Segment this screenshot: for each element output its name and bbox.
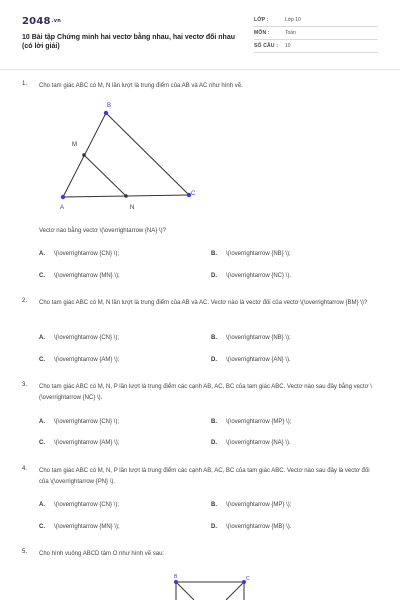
option-d[interactable]	[211, 273, 291, 279]
question-number: 1.	[22, 81, 28, 87]
meta-info-table	[254, 14, 378, 53]
option-letter: D.	[211, 273, 217, 279]
option-text: \(\overrightarrow {NC} \).	[226, 273, 292, 279]
point-b	[104, 111, 108, 115]
meta-label-subject: MÔN :	[254, 30, 270, 36]
option-letter: B.	[211, 502, 217, 508]
option-d[interactable]	[211, 524, 291, 530]
option-letter: C.	[39, 440, 45, 446]
diagonal-bd	[176, 582, 194, 600]
option-letter: A.	[39, 419, 45, 425]
logo-suffix: .vn	[51, 18, 61, 24]
option-b[interactable]	[211, 251, 291, 257]
document-header	[22, 14, 378, 60]
option-text: \(\overrightarrow {MN} \);	[54, 273, 120, 279]
point-a	[61, 195, 65, 199]
point-b	[174, 580, 178, 584]
meta-row-subject	[254, 27, 378, 40]
site-logo[interactable]	[22, 16, 61, 27]
option-d[interactable]	[211, 357, 291, 363]
option-letter: C.	[39, 357, 45, 363]
option-text: \(\overrightarrow {AM} \);	[54, 357, 120, 363]
triangle-abc-figure	[50, 99, 210, 219]
option-b[interactable]	[211, 335, 291, 341]
option-text: \(\overrightarrow {NB} \);	[226, 251, 291, 257]
option-letter: D.	[211, 357, 217, 363]
option-text: \(\overrightarrow {NB} \);	[226, 335, 291, 341]
option-letter: A.	[39, 251, 45, 257]
question-number: 5.	[22, 549, 28, 555]
meta-value-class: Lớp 10	[285, 17, 301, 23]
question-3	[22, 382, 378, 406]
option-letter: A.	[39, 502, 45, 508]
option-text: \(\overrightarrow {MB} \).	[226, 524, 292, 530]
question-5	[22, 549, 378, 561]
option-text: \(\overrightarrow {CN} \);	[54, 419, 120, 425]
meta-row-count	[254, 40, 378, 53]
meta-value-subject: Toán	[285, 30, 296, 36]
logo-text: 2048	[22, 16, 51, 27]
header-divider	[0, 69, 400, 70]
meta-value-count: 10	[285, 43, 291, 49]
document-title: 10 Bài tập Chứng minh hai vectơ bằng nhau, hai vectơ đối nhau (có lời giải)	[22, 34, 235, 50]
option-a[interactable]	[39, 419, 119, 425]
question-1-subtext: Vectơ nào bằng vectơ \(\overrightarrow {NA} \)?	[39, 228, 166, 234]
option-letter: C.	[39, 273, 45, 279]
option-text: \(\overrightarrow {NA} \).	[226, 440, 291, 446]
option-b[interactable]	[211, 502, 291, 508]
point-n	[124, 194, 128, 198]
option-text: \(\overrightarrow {AN} \).	[226, 357, 291, 363]
option-a[interactable]	[39, 251, 119, 257]
meta-row-class	[254, 14, 378, 27]
label-a: A	[60, 205, 65, 211]
option-letter: D.	[211, 440, 217, 446]
label-c: C	[246, 576, 250, 582]
option-text: \(\overrightarrow {CN} \);	[54, 502, 120, 508]
option-text: \(\overrightarrow {MP} \);	[226, 419, 292, 425]
option-text: \(\overrightarrow {AM} \);	[54, 440, 120, 446]
option-text: \(\overrightarrow {CN} \);	[54, 251, 120, 257]
segment-bc	[106, 113, 189, 195]
segment-mn	[84, 155, 126, 196]
question-2	[22, 298, 378, 322]
option-c[interactable]	[39, 357, 119, 363]
option-letter: B.	[211, 419, 217, 425]
option-c[interactable]	[39, 273, 120, 279]
option-d[interactable]	[211, 440, 291, 446]
label-b: B	[107, 103, 112, 109]
question-text: Cho tam giác ABC có M, N, P lần lượt là trung điểm các cạnh AB, AC, BC của tam giác ABC. Vectơ nào sau đây là vectơ đối của \(\overrightarrow {PN} \).	[39, 468, 370, 485]
option-letter: C.	[39, 524, 45, 530]
label-b: B	[174, 574, 178, 580]
option-text: \(\overrightarrow {MN} \);	[54, 524, 120, 530]
question-text: Cho tam giác ABC có M, N lần lượt là trung điểm của AB và AC. Vectơ nào là vectơ đối của vectơ \(\overrightarrow {BM} \)?	[39, 300, 368, 306]
question-number: 3.	[22, 382, 28, 388]
option-a[interactable]	[39, 335, 119, 341]
square-abcd-figure	[160, 570, 260, 600]
label-n: N	[130, 205, 135, 211]
option-b[interactable]	[211, 419, 291, 425]
point-m	[82, 153, 86, 157]
diagonal-ca	[226, 582, 244, 600]
question-text: Cho hình vuông ABCD tâm O như hình vẽ sau:	[39, 551, 165, 557]
option-letter: D.	[211, 524, 217, 530]
option-letter: B.	[211, 335, 217, 341]
option-c[interactable]	[39, 440, 119, 446]
question-number: 2.	[22, 298, 28, 304]
question-4	[22, 466, 378, 490]
question-text: Cho tam giác ABC có M, N, P lần lượt là trung điểm các cạnh AB, AC, BC của tam giác ABC. Vectơ nào sau đây bằng vectơ \(\overrightarrow {NC} \).	[39, 384, 372, 401]
option-c[interactable]	[39, 524, 120, 530]
question-number: 4.	[22, 466, 28, 472]
label-c: C	[191, 191, 196, 197]
meta-label-class: LỚP :	[254, 17, 269, 23]
option-letter: A.	[39, 335, 45, 341]
option-text: \(\overrightarrow {CN} \);	[54, 335, 120, 341]
option-text: \(\overrightarrow {MP} \);	[226, 502, 292, 508]
question-text: Cho tam giác ABC có M, N lần lượt là trung điểm của AB và AC như hình vẽ.	[39, 83, 243, 89]
option-a[interactable]	[39, 502, 119, 508]
meta-label-count: SỐ CÂU :	[254, 43, 279, 49]
label-m: M	[72, 142, 77, 148]
option-letter: B.	[211, 251, 217, 257]
